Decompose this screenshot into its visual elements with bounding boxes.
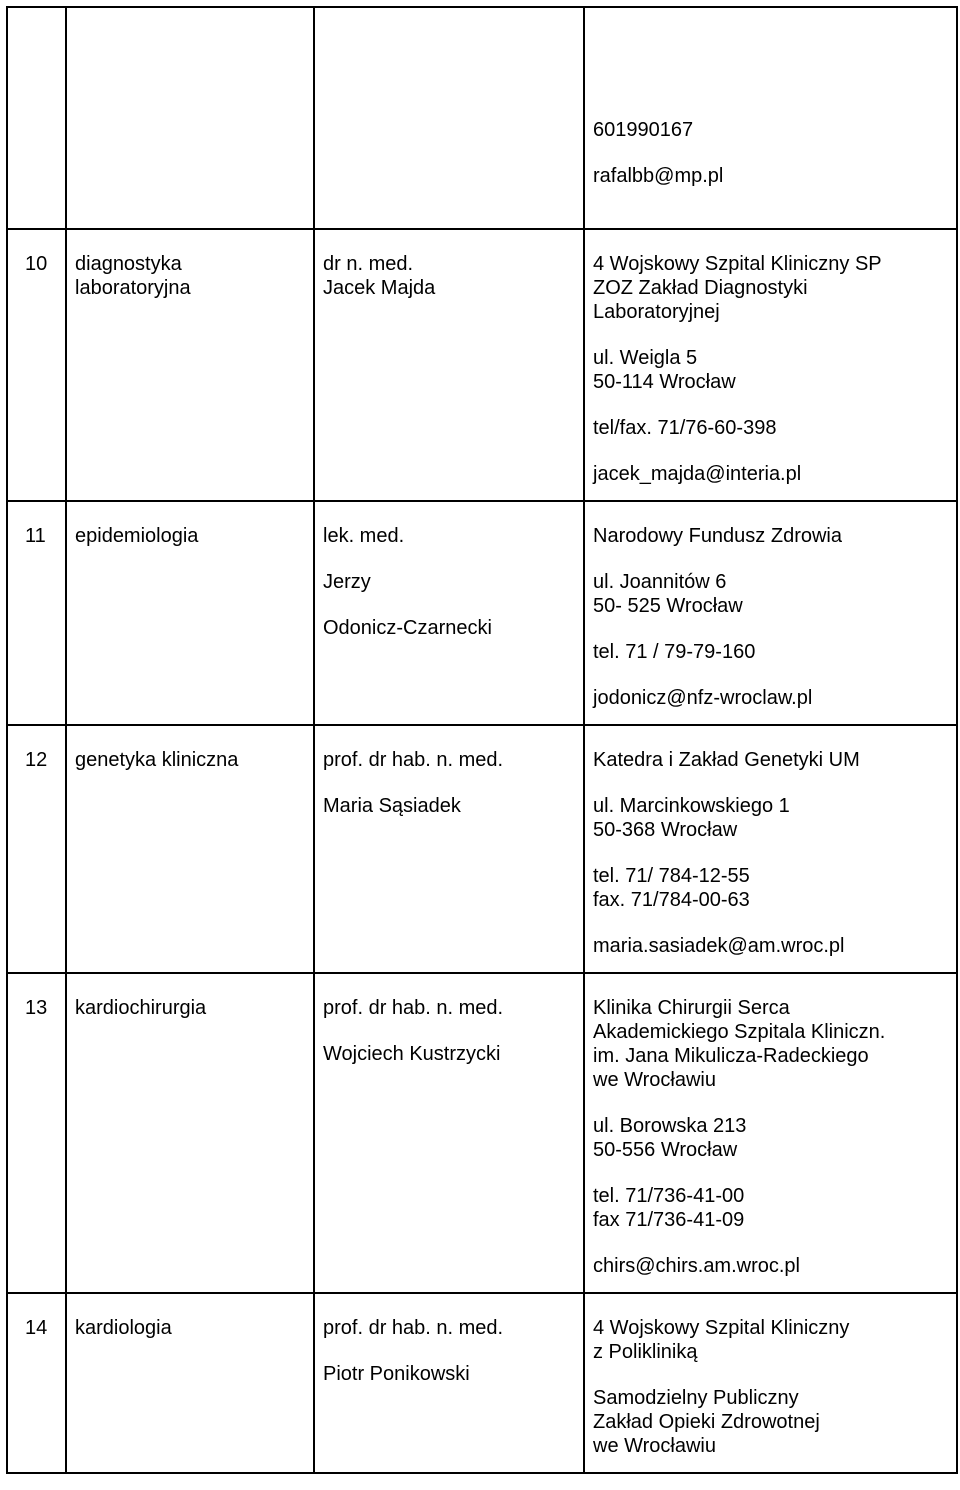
text-line: ul. Borowska 213 — [593, 1115, 747, 1137]
text-line: Klinika Chirurgii Serca — [593, 997, 790, 1019]
doctor-name — [323, 1362, 575, 1386]
text-line: Zakład Opieki Zdrowotnej — [593, 1411, 820, 1433]
contact-block — [593, 748, 948, 772]
row-number — [7, 7, 66, 229]
text-line: fax. 71/784-00-63 — [593, 889, 750, 911]
text-line: tel/fax. 71/76-60-398 — [593, 417, 777, 439]
text-line: jodonicz@nfz-wroclaw.pl — [593, 687, 813, 709]
consultant-cell — [314, 7, 584, 229]
contact-block — [593, 1386, 948, 1458]
text-line: genetyka kliniczna — [75, 749, 239, 771]
doctor-name — [323, 1042, 575, 1066]
contact-block — [593, 864, 948, 912]
contact-block — [593, 524, 948, 548]
text-line: jacek_majda@interia.pl — [593, 463, 802, 485]
institution-cell — [584, 7, 957, 229]
text-line: Akademickiego Szpitala Kliniczn. — [593, 1021, 886, 1043]
contact-block — [593, 346, 948, 394]
text-line: fax 71/736-41-09 — [593, 1209, 745, 1231]
contact-block — [593, 640, 948, 664]
doctor-name-line: Maria Sąsiadek — [323, 795, 461, 817]
text-line: laboratoryjna — [75, 277, 191, 299]
contact-block — [593, 934, 948, 958]
academic-title: dr n. med. — [323, 253, 414, 275]
text-line: z Polikliniką — [593, 1341, 698, 1363]
row-number: 13 — [7, 973, 66, 1293]
doctor-name-line: Piotr Ponikowski — [323, 1363, 470, 1385]
table-body — [7, 7, 957, 1473]
doctor-name — [323, 276, 575, 300]
text-line: Laboratoryjnej — [593, 301, 720, 323]
table-row — [7, 229, 957, 501]
institution-cell — [584, 1293, 957, 1473]
text-line: Katedra i Zakład Genetyki UM — [593, 749, 860, 771]
text-line: kardiologia — [75, 1317, 172, 1339]
doctor-name-line: Jacek Majda — [323, 277, 436, 299]
text-line: we Wrocławiu — [593, 1435, 716, 1457]
contact-block — [593, 686, 948, 710]
contact-block — [593, 252, 948, 324]
specialty-cell — [66, 1293, 314, 1473]
table-row — [7, 501, 957, 725]
row-number: 14 — [7, 1293, 66, 1473]
contact-block — [593, 1184, 948, 1232]
academic-title: prof. dr hab. n. med. — [323, 749, 504, 771]
table-row — [7, 725, 957, 973]
consultant-cell — [314, 725, 584, 973]
specialty-cell — [66, 973, 314, 1293]
doctor-name — [323, 570, 575, 640]
contact-block — [593, 462, 948, 486]
text-line: kardiochirurgia — [75, 997, 207, 1019]
institution-cell — [584, 501, 957, 725]
consultant-cell — [314, 501, 584, 725]
text-line: ZOZ Zakład Diagnostyki — [593, 277, 808, 299]
contact-block — [593, 1316, 948, 1364]
academic-title: lek. med. — [323, 525, 405, 547]
text-line: 601990167 — [593, 119, 694, 141]
contact-block — [593, 118, 948, 142]
row-number: 12 — [7, 725, 66, 973]
contact-block — [593, 1114, 948, 1162]
text-line: diagnostyka — [75, 253, 182, 275]
academic-title: prof. dr hab. n. med. — [323, 997, 504, 1019]
contact-block — [593, 996, 948, 1092]
text-line: ul. Weigla 5 — [593, 347, 698, 369]
contact-block — [593, 416, 948, 440]
row-number: 11 — [7, 501, 66, 725]
institution-cell — [584, 973, 957, 1293]
doctor-name-line: Jerzy — [323, 571, 371, 593]
text-line: tel. 71 / 79-79-160 — [593, 641, 756, 663]
specialty-cell — [66, 229, 314, 501]
contact-block — [593, 794, 948, 842]
text-line: 50-368 Wrocław — [593, 819, 738, 841]
consultant-cell — [314, 1293, 584, 1473]
contact-block — [593, 1254, 948, 1278]
text-line: ul. Joannitów 6 — [593, 571, 727, 593]
table-row — [7, 973, 957, 1293]
institution-cell — [584, 725, 957, 973]
specialists-table — [6, 6, 958, 1474]
text-line: 50-114 Wrocław — [593, 371, 736, 393]
doctor-name — [323, 794, 575, 818]
table-row — [7, 1293, 957, 1473]
text-line: rafalbb@mp.pl — [593, 165, 724, 187]
text-line: we Wrocławiu — [593, 1069, 716, 1091]
text-line: 50- 525 Wrocław — [593, 595, 743, 617]
academic-title: prof. dr hab. n. med. — [323, 1317, 504, 1339]
text-line: maria.sasiadek@am.wroc.pl — [593, 935, 845, 957]
text-line: ul. Marcinkowskiego 1 — [593, 795, 790, 817]
specialty-cell — [66, 725, 314, 973]
institution-cell — [584, 229, 957, 501]
text-line: 4 Wojskowy Szpital Kliniczny — [593, 1317, 850, 1339]
text-line: im. Jana Mikulicza-Radeckiego — [593, 1045, 869, 1067]
doctor-name-line: Odonicz-Czarnecki — [323, 617, 492, 639]
text-line: Narodowy Fundusz Zdrowia — [593, 525, 842, 547]
contact-block — [593, 164, 948, 188]
text-line: 4 Wojskowy Szpital Kliniczny SP — [593, 253, 882, 275]
specialty-cell — [66, 7, 314, 229]
row-number: 10 — [7, 229, 66, 501]
text-line: Samodzielny Publiczny — [593, 1387, 799, 1409]
text-line: epidemiologia — [75, 525, 199, 547]
contact-block — [593, 570, 948, 618]
consultant-cell — [314, 973, 584, 1293]
table-row — [7, 7, 957, 229]
consultant-cell — [314, 229, 584, 501]
text-line: tel. 71/736-41-00 — [593, 1185, 745, 1207]
text-line: tel. 71/ 784-12-55 — [593, 865, 750, 887]
specialty-cell — [66, 501, 314, 725]
text-line: 50-556 Wrocław — [593, 1139, 738, 1161]
text-line: chirs@chirs.am.wroc.pl — [593, 1255, 801, 1277]
doctor-name-line: Wojciech Kustrzycki — [323, 1043, 501, 1065]
